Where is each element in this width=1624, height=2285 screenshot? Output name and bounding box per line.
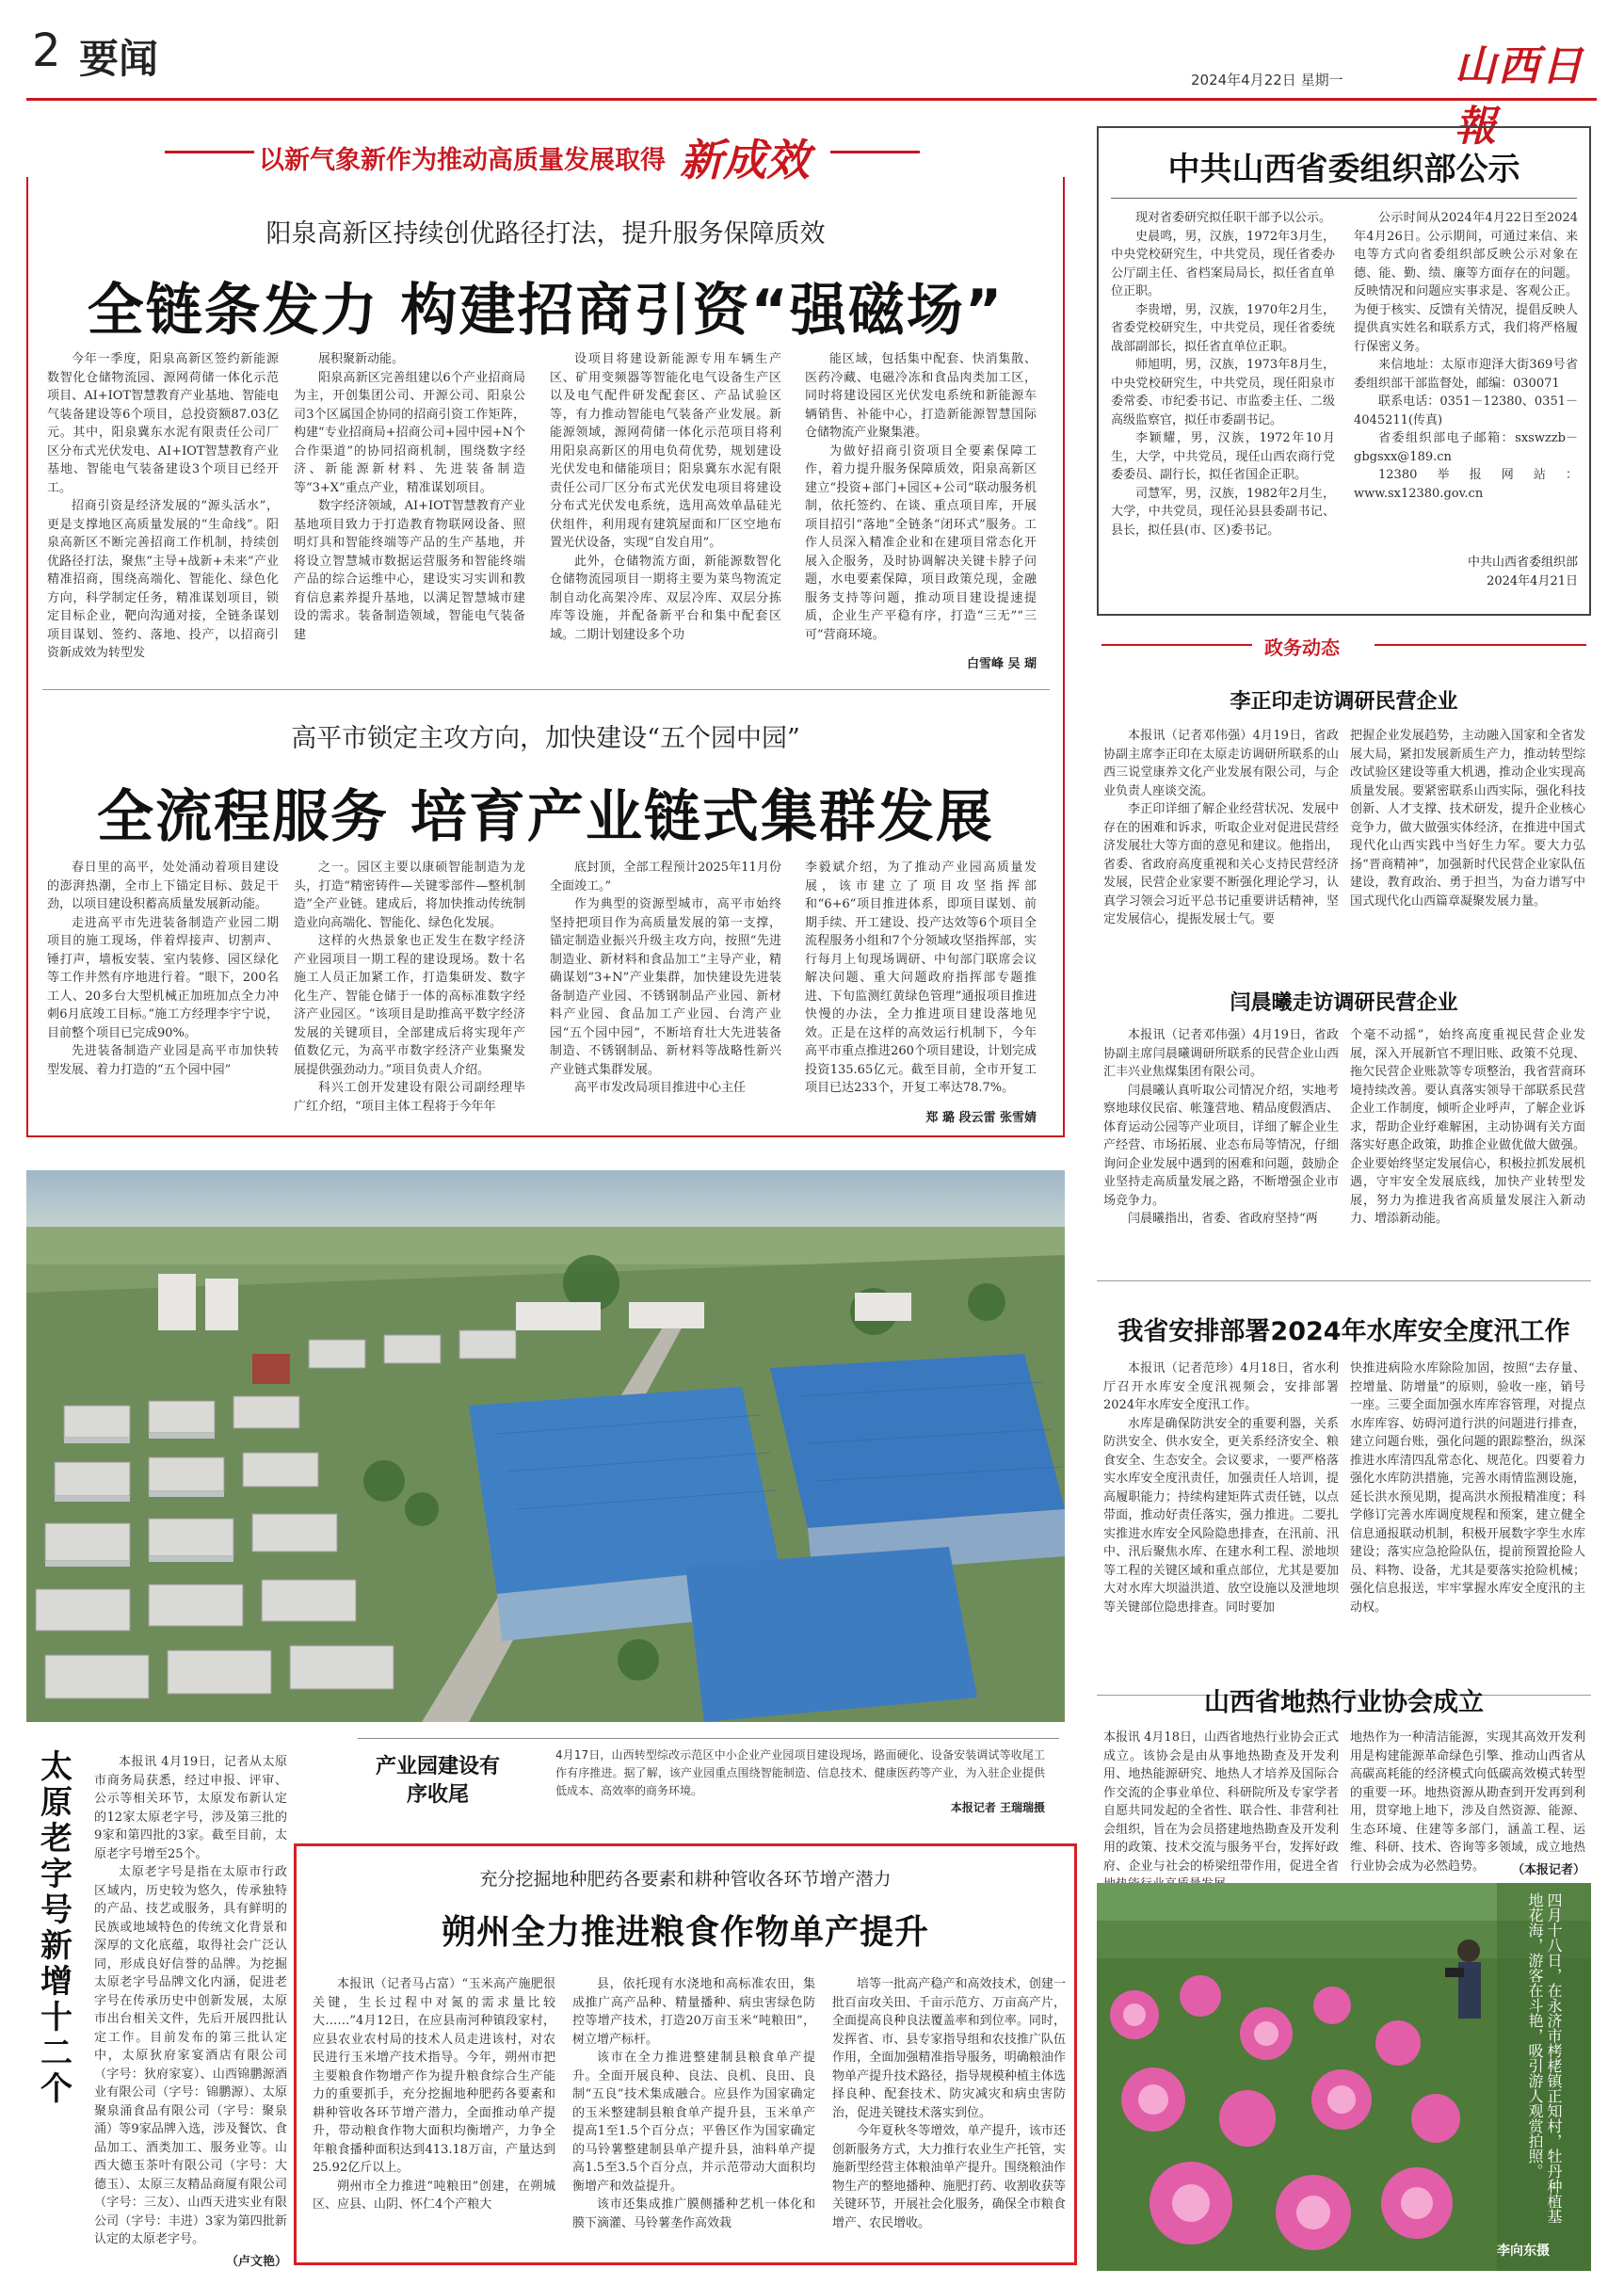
section-title: 要闻 [79, 36, 159, 82]
notice-title: 中共山西省委组织部公示 [1167, 151, 1520, 188]
shuozhou-headline: 朔州全力推进粮食作物单产提升 [441, 1913, 929, 1952]
photo-credit: 本报记者 王瑞瑞摄 [950, 1801, 1045, 1814]
geo-byline: （本报记者） [1511, 1863, 1585, 1877]
article1-kicker: 阳泉高新区持续创优路径打法，提升服务保障质效 [265, 219, 826, 249]
news1-col-1: 本报讯（记者邓伟强）4月19日，省政协副主席李正印在太原走访调研所联系的山西三说堂康养文化产业发展有限公司，与企业负责人座谈交流。 李正印详细了解企业经营状况、发展中存在的困难和诉求，听取企业对促进民营经济发展壮大等方面的意见和建议。他指出，省委、省政府高度重视和关心支持民营经济发展，民营企业家要不断强化理论学习，认真学习领会习近平总书记重要讲话精神，坚定发展信心，提振发展士气。要 [1103, 729, 1339, 926]
article1-col-4: 能区域，包括集中配套、快消集散、医药冷藏、电磁冷冻和食品肉类加工区，同时将建设园区光伏发电系统和新能源车辆销售、补能中心，打造新能源智慧国际仓储物流产业聚集港。 为做好招商引资项目全要素保障工作，着力提升服务保障质效，阳泉高新区建立“投资+部门+园区+公司”联动服务机制，依托签约、在谈、重点项目库，开展项目招引“落地”全链条“闭环式”服务。工作人员深入精准企业和在建项目常态化开展入企服务，及时协调解决关键卡脖子问题，水电要素保障，项目政策兑现，金融服务支持等问题，推动项目建设提速提质，企业生产平稳有序，打造“三无”“三可”营商环境。 [805, 352, 1037, 642]
notice-title-rule [1111, 198, 1577, 199]
flood-headline: 我省安排部署2024年水库安全度汛工作 [1118, 1317, 1570, 1346]
politics-label: 政务动态 [1264, 636, 1340, 659]
shuozhou-col-1: 本报讯（记者马占富）“玉米高产施肥很关键，生长过程中对氮的需求量比较大……”4月12日，在应县南河种镇段家村，应县农业农村局的技术人员走进该村，对农民进行玉米增产技术指导。今年，朔州市把主要粮食作物增产作为提升粮食综合生产能力的重要抓手，充分挖掘地种肥药各要素和耕种管收各环节增产潜力，全面推动单产提升，带动粮食作物大面积均衡增产，力争全年粮食播种面积达到413.18万亩，产量达到25.92亿斤以上。 朔州市全力推进“吨粮田”创建，在朔城区、应县、山阴、怀仁4个产粮大 [313, 1977, 555, 2212]
article1-col-3: 设项目将建设新能源专用车辆生产区、矿用变频器等智能化电气设备生产区以及电气配件研发配套区、产品试验区等，有力推动智能电气装备产业发展。新能源领域，源网荷储一体化示范项目将利用阳泉高新区的用电负荷优势，规划建设光伏发电和储能项目；阳泉冀东水泥有限责任公司厂区分布式光伏发电项目将建设分布式光伏发电系统，选用高效单晶硅光伏组件，利用现有建筑屋面和厂区空地布置光伏设备，实现“自发自用”。 此外，仓储物流方面，新能源数智化仓储物流园项目一期将主要为菜鸟物流定制自动化高架冷库、双层冷库、双层分拣库等设施，并配备新平台和集中配套区域。二期计划建设多个功 [550, 352, 781, 642]
politics-rule-right [1375, 644, 1586, 646]
article-divider [42, 689, 1050, 690]
taiyuan-text-top: 本报讯 4月19日，记者从太原市商务局获悉，经过申报、评审、公示等相关环节，太原发布新认定的12家太原老字号，涉及第三批的9家和第四批的3家。截至目前，太原老字号增至25个。 太原老字号是指在太原市行政区域内，历史较为悠久，传承独特的产品、技艺或服务，具有鲜明的民族或地域特色的传统文化背景和深厚的文化底蕴，取得社会广泛认同，形成良好信誉的品牌。为挖掘太原老字号品牌文化内涵，促进老字号在传承历史中创新发展，太原市出台相关文件，先后开展四批认定工作。目前发布的第三批认定中，太原狄府家宴酒店有限公司（字号：狄府家宴）、山西锦鹏源酒业有限公司（字号：锦鹏源）、太原聚泉涌食品有限公司（字号：聚泉涌）等9家品牌入选，涉及餐饮、食品加工、酒类加工、服务业等。山西大德玉茶叶有限公司（字号：大德玉）、太原三友精品商厦有限公司（字号：三友）、山西天进实业有限公司（字号：丰进）3家为第四批新认定的太原老字号。 [94, 1755, 287, 2246]
politics-rule-left [1101, 644, 1252, 646]
banner-text: 以新气象新作为推动高质量发展取得 [259, 146, 666, 175]
caption-rule [358, 1738, 1059, 1739]
flood-col-2: 快推进病险水库除险加固，按照“去存量、控增量、防增量”的原则，验收一座，销号一座。三要全面加强水库库容管理，对提点水库库容、妨碍河道行洪的问题进行排查，建立问题台账，强化问题的跟踪整治，纵深推进水库清四乱常态化、规范化。四要着力强化水库防洪措施，完善水雨情监测设施，延长洪水预见期，提高洪水预报精准度；科学修订完善水库调度规程和预案，建立健全信息通报联动机制，积极开展数字孪生水库建设；落实应急抢险队伍，提前预置抢险人员、料物、设备，尤其是要落实抢险机械；强化信息报送，牢牢掌握水库安全度汛的主动权。 [1350, 1361, 1585, 1615]
geo-col-1: 本报讯 4月18日，山西省地热行业协会正式成立。该协会是由从事地热勘查及开发利用、地热能源研究、地热人才培养及国际合作交流的企事业单位、科研院所及专家学者自愿共同发起的全省性、联合性、非营利社会组织，旨在为会员搭建地热勘查及开发利用的政策、技术交流与服务平台，发挥好政府、企业与社会的桥梁纽带作用，促进全省 [1103, 1730, 1339, 1874]
peony-photo-credit: 李向东摄 [1497, 2244, 1550, 2259]
issue-date: 2024年4月22日 星期一 [1191, 72, 1343, 89]
right-divider-1 [1097, 1280, 1591, 1281]
page-number: 2 [32, 24, 61, 77]
news1-headline: 李正印走访调研民营企业 [1230, 690, 1458, 714]
article1-col-2: 展积聚新动能。 阳泉高新区完善组建以6个产业招商局为主，开创集团公司、开源公司、阳泉公司3个区属国企协同的招商引资工作矩阵，构建“专业招商局+招商公司+园中园+N个合作渠道”的协同招商机制，围绕数字经济、新能源新材料、先进装备制造等“3+X”重点产业，精准谋划项目。 数字经济领域，AI+IOT智慧教育产业基地项目致力于打造教育物联网设备、照明灯具和智能终端等产品的生产基地，并将设立智慧城市数据运营服务和智能终端产品的综合运维中心，建设实习实训和教育信息素养提升基地，以满足智慧城市建设的需求。装备制造领域，智能电气装备建 [294, 352, 525, 642]
news2-headline: 闫晨曦走访调研民营企业 [1230, 991, 1458, 1015]
geo-col-2: 地热作为一种清洁能源，实现其高效开发利用是构建能源革命绿色引擎、推动山西省从高碳高耗能的经济模式向低碳高效模式转型的重要一环。地热资源从勘查到开发再到利用，贯穿地上地下，涉及自然资源、能源、生态环境、住建等多部门，涵盖工程、运维、科研、技术、咨询等多领域，成立地热行业协会成为必然趋势。 [1350, 1730, 1585, 1874]
taiyuan-vertical-headline: 太原老字号新增十二个 [40, 1748, 72, 2108]
article2-col-2: 之一。园区主要以康硕智能制造为龙头，打造“精密铸件—关键零部件—整机制造”全产业链。建成后，将加快推动传统制造业向高端化、智能化、绿色化发展。 这样的火热景象也正发生在数字经济产业园项目一期工程的建设现场。数十名施工人员正加紧工作，打造集研发、数字化生产、智能仓储于一体的高标准数字经济产业园区。“该项目是助推高平数字经济发展的关键项目，全部建成后将实现年产值数亿元，为高平市数字经济产业集聚发展提供强劲动力。”项目负责人介绍。 科兴工创开发建设有限公司副经理毕广红介绍，“项目主体工程将于今年年 [294, 861, 525, 1114]
notice-col-2: 公示时间从2024年4月22日至2024年4月26日。公示期间，可通过来信、来电等方式向省委组织部反映公示对象在德、能、勤、绩、廉等方面存在的问题。反映情况和问题应实事求是、客观公正。为便于核实、反馈有关情况，提倡反映人提供真实姓名和联系方式，我们将严格履行保密义务。 来信地址：太原市迎泽大街369号省委组织部干部监督处，邮编：030071 联系电话：0351－12380、0351－4045211(传真) 省委组织部电子邮箱：sxswzzb－gbgsxx@189.cn 12380举报网站：www.sx12380.gov.cn [1354, 211, 1578, 501]
news1-col-2: 把握企业发展趋势，主动融入国家和全省发展大局，紧扣发展新质生产力，推动转型综改试验区建设等重大机遇，推动企业实现高质量发展。要紧密联系山西实际，强化科技创新、人才支撑、技术研发，提升企业核心竞争力，做大做强实体经济，在推进中国式现代化山西实践中当好生力军。要大力弘扬“晋商精神”，加强新时代民营企业家队伍建设，教育政治、勇于担当，为奋力谱写中国式现代化山西篇章凝聚发展力量。 [1350, 729, 1585, 909]
photo-caption: 4月17日，山西转型综改示范区中小企业产业园项目建设现场，路面硬化、设备安装调试等收尾工作有序推进。据了解，该产业园重点围绕智能制造、信息技术、健康医药等产业，为入驻企业提供低成本、高效率的商务环境。 [555, 1748, 1045, 1797]
shuozhou-kicker: 充分挖掘地种肥药各要素和耕种管收各环节增产潜力 [479, 1869, 892, 1890]
shuozhou-col-3: 培等一批高产稳产和高效技术，创建一批百亩攻关田、千亩示范方、万亩高产片，全面提高良种良法覆盖率和到位率。同时，发挥省、市、县专家指导组和农技推广队伍作用，全面加强精准指导服务，明确粮油作物单产提升技术路径，指导规模种植主体选择良种、配套技术、防灾减灾和病虫害防治，促进关键技术落实到位。 今年夏秋冬等增效，单产提升，该市还创新服务方式，大力推行农业生产托管，实施新型经营主体粮油单产提升。围绕粮油作物生产的整地播种、施肥打药、收割收获等关键环节，开展社会化服务，确保全市粮食增产、农民增收。 [832, 1977, 1066, 2230]
article2-kicker: 高平市锁定主攻方向，加快建设“五个园中园” [291, 724, 800, 753]
notice-sign-date: 2024年4月21日 [1487, 574, 1578, 588]
article2-col-3: 底封顶，全部工程预计2025年11月份全面竣工。” 作为典型的资源型城市，高平市始终坚持把项目作为高质量发展的第一支撑，锚定制造业振兴升级主攻方向，按照“先进制造业、新材料和食品加工”主导产业，精确谋划“3+N”产业集群，加快建设先进装备制造产业园、不锈钢制品产业园、新材料产业园、食品加工产业园、台湾产业园“五个园中园”，不断培育壮大先进装备制造、不锈钢制品、新材料等战略性新兴产业链式集群发展。 高平市发改局项目推进中心主任 [550, 861, 781, 1095]
article2-headline: 全流程服务 培育产业链式集群发展 [97, 784, 994, 850]
notice-col-1: 现对省委研究拟任职干部予以公示。 史晨鸣，男，汉族，1972年3月生，中央党校研究生，中共党员，现任省委办公厅副主任、省档案局局长，拟任省直单位正职。 李贵增，男，汉族，1970年2月生，省委党校研究生，中共党员，现任省委统战部副部长，拟任省直单位正职。 师旭明，男，汉族，1973年8月生，中央党校研究生，中共党员，现任阳泉市委常委、市纪委书记、市监委主任、二级高级监察官，拟任市委副书记。 李颖耀，男，汉族，1972年10月生，大学，中共党员，现任山西农商行党委委员、副行长，拟任省国企正职。 司慧军，男，汉族，1982年2月生，大学，中共党员，现任沁县县委副书记、县长，拟任县(市、区)委书记。 [1111, 211, 1335, 538]
peony-photo-caption: 四月十八日，在永济市栲栳镇正知村，牡丹种植基地花海，游客在斗艳，吸引游人观赏拍照。 [1526, 1892, 1563, 2224]
article1-byline: 白雪峰 吴 瑚 [966, 657, 1037, 671]
article2-col-1: 春日里的高平，处处涌动着项目建设的澎湃热潮，全市上下锚定目标、鼓足干劲，以项目建设积蓄高质量发展新动能。 走进高平市先进装备制造产业园二期项目的施工现场，伴着焊接声、切割声、锤打声，墙板安装、室内装修、园区绿化等工作井然有序地进行着。“眼下，200名工人、20多台大型机械正加班加点全力冲刺6月底竣工目标。”施工方经理李宇宁说，目前整个项目已完成90%。 先进装备制造产业园是高平市加快转型发展、着力打造的“五个园中园” [47, 861, 279, 1077]
industrial-park-photo [26, 1170, 1065, 1722]
shuozhou-col-2: 县，依托现有水浇地和高标准农田，集成推广高产品种、精量播种、病虫害绿色防控等增产技术，打造20万亩玉米“吨粮田”，树立增产标杆。 该市在全力推进整建制县粮食单产提升。全面开展良种、良法、良机、良田、良制“五良”技术集成融合。应县作为国家确定的玉米整建制县粮食单产提升县，玉米单产提高1至1.5个百分点；平鲁区作为国家确定的马铃薯整建制县单产提升县，油料单产提高1.5至3.5个百分点，并示范带动大面积均衡增产和效益提升。 该市还集成推广膜侧播种艺机一体化和膜下滴灌、马铃薯垄作高效栽 [572, 1977, 815, 2230]
banner-bar-right [830, 151, 920, 153]
flood-col-1: 本报讯（记者范珍）4月18日，省水利厅召开水库安全度汛视频会，安排部署2024年水库安全度汛工作。 水库是确保防洪安全的重要利器，关系防洪安全、供水安全，更关系经济安全、粮食安全、生态安全。会议要求，一要严格落实水库安全度汛责任，加强责任人培训，提高履职能力；持续构建矩阵式责任链，以点带面，推动好责任落实，强力推进。二要扎实推进水库安全风险隐患排查，在汛前、汛中、汛后聚焦水库、在建水利工程、淤地坝等工程的关键区域和重点部位，尤其是要加大对水库大坝溢洪道、放空设施以及泄地坝等关键部位隐患排查。同时要加 [1103, 1361, 1339, 1615]
banner-highlight: 新成效 [680, 135, 810, 185]
article2-col-4: 李毅斌介绍，为了推动产业园高质量发展，该市建立了项目攻坚指挥部和“6+6”项目推进体系，即项目谋划、前期手续、开工建设、投产达效等6个项目全流程服务小组和7个分领域攻坚指挥部，实行每月上旬现场调研、中旬部门联席会议解决问题、重大问题政府指挥部专题推进、下旬监测红黄绿色管理”通报项目推进快慢的办法，全力推进项目建设落地见效。正是在这样的高效运行机制下，今年高平市重点推进260个项目建设，计划完成投资135.65亿元。截至目前，全市开复工项目已达233个，开复工率达78.7%。 [805, 861, 1037, 1095]
taiyuan-byline: （卢文艳） [225, 2255, 287, 2269]
article2-byline: 郑 璐 段云雷 张雪婧 [925, 1111, 1037, 1125]
newspaper-logo: 山西日報 [1455, 42, 1584, 151]
article1-headline: 全链条发力 构建招商引资“强磁场” [87, 278, 1005, 344]
taiyuan-text-bottom [28, 2040, 287, 2252]
masthead-rule [26, 98, 1597, 101]
news2-col-2: 个毫不动摇”，始终高度重视民营企业发展，深入开展新官不理旧账、政策不兑现、拖欠民营企业账款等专项整治，我省营商环境持续改善。要认真落实领导干部联系民营企业工作制度，倾听企业呼声，了解企业诉求，帮助企业纾难解困，主动协调有关方面落实好惠企政策，助推企业做优做大做强。企业要始终坚定发展信心，积极拉抓发展机遇，守牢安全发展底线，加快产业转型发展，努力为推进我省高质量发展注入新动力、增添新动能。 [1350, 1028, 1585, 1226]
notice-signature: 中共山西省委组织部 [1467, 555, 1578, 570]
photo-caption-title: 产业园建设有序收尾 [375, 1755, 500, 1807]
geo-headline: 山西省地热行业协会成立 [1204, 1688, 1484, 1717]
article1-col-1: 今年一季度，阳泉高新区签约新能源数智化仓储物流园、源网荷储一体化示范项目、AI+IOT智慧教育产业基地、智能电气装备建设等6个项目，总投资额87.03亿元。其中，阳泉冀东水泥有限责任公司厂区分布式光伏发电、AI+IOT智慧教育产业基地、智能电气装备建设3个项目已经开工。 招商引资是经济发展的“源头活水”，更是支撑地区高质量发展的“生命线”。阳泉高新区不断完善招商工作机制，持续创优路径打法，聚焦“主导+战新+未来”产业精准招商，围绕高端化、智能化、绿色化方向，科学制定任务，精准谋划项目，锁定目标企业，靶向沟通对接，全链条谋划项目谋划、签约、落地、投产，以招商引资新成效为转型发 [47, 352, 279, 660]
news2-col-1: 本报讯（记者邓伟强）4月19日，省政协副主席闫晨曦调研所联系的民营企业山西汇丰兴业焦煤集团有限公司。 闫晨曦认真听取公司情况介绍，实地考察地球仪民宿、帐篷营地、精品度假酒店、体育运动公园等产业项目，详细了解企业生产经营、市场拓展、业态布局等情况，仔细询问企业发展中遇到的困难和问题，鼓励企业坚持走高质量发展之路，不断增强企业市场竞争力。 闫晨曦指出，省委、省政府坚持“两 [1103, 1028, 1339, 1226]
banner-bar-left [165, 151, 254, 153]
